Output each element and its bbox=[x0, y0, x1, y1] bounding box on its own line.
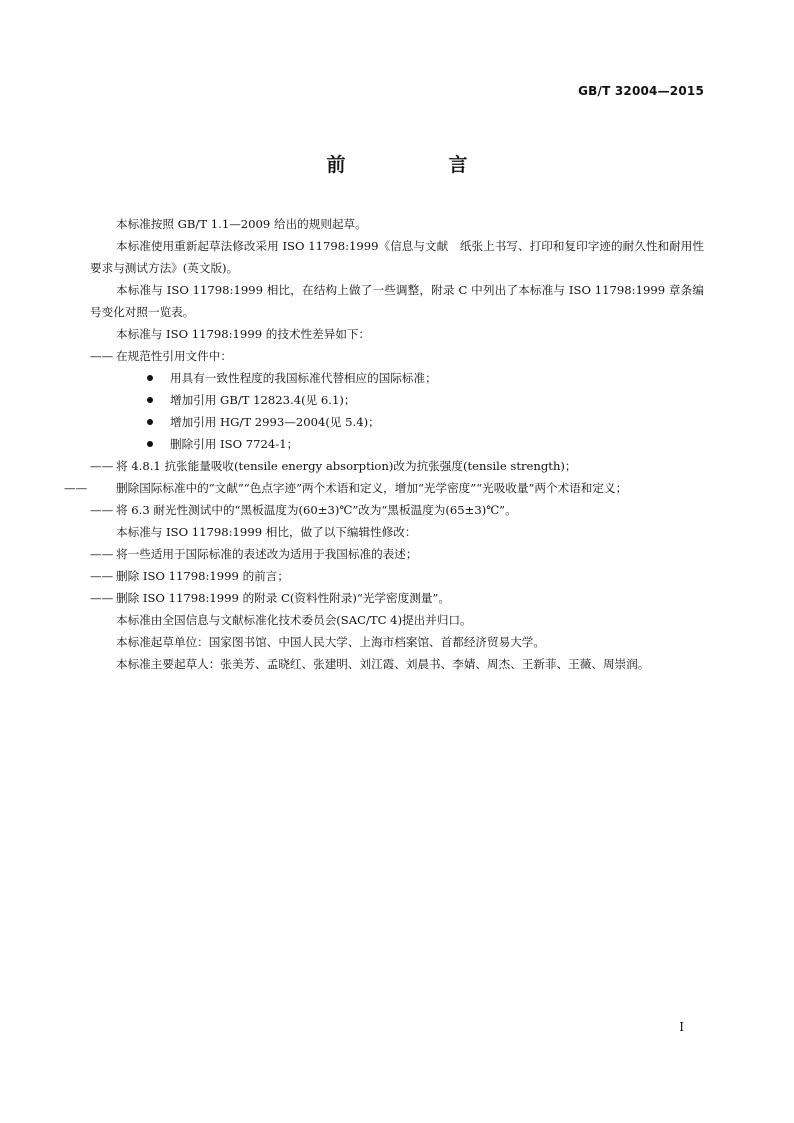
dash-mark: —— bbox=[90, 503, 114, 517]
bullet-item: 增加引用 GB/T 12823.4(见 6.1)； bbox=[90, 389, 704, 411]
dash-item-annex-c: —— 删除 ISO 11798:1999 的附录 C(资料性附录)“光学密度测量”。 bbox=[90, 587, 704, 609]
bullet-item: 用具有一致性程度的我国标准代替相应的国际标准； bbox=[90, 367, 704, 389]
dash-item-foreword: —— 删除 ISO 11798:1999 的前言； bbox=[90, 565, 704, 587]
bullet-item: 增加引用 HG/T 2993—2004(见 5.4)； bbox=[90, 411, 704, 433]
dash-item-tensile: —— 将 4.8.1 抗张能量吸收(tensile energy absorption)改为抗张强度(tensile strength)； bbox=[90, 455, 704, 477]
paragraph-adoption: 本标准使用重新起草法修改采用 ISO 11798:1999《信息与文献 纸张上书写、打印和复印字迹的耐久性和耐用性 要求与测试方法》(英文版)。 bbox=[90, 239, 716, 275]
page-title: 前 言 bbox=[326, 154, 510, 176]
paragraph-committee: 本标准由全国信息与文献标准化技术委员会(SAC/TC 4)提出并归口。 bbox=[116, 613, 472, 627]
dash-mark: —— bbox=[90, 349, 114, 363]
dash-mark: —— bbox=[90, 547, 114, 561]
paragraph-structure: 本标准与 ISO 11798:1999 相比，在结构上做了一些调整，附录 C 中列出了本标准与 ISO 11798:1999 章条编号变化对照一览表。 bbox=[90, 283, 704, 319]
dash-mark: —— bbox=[90, 591, 114, 605]
dash-item-terms: —— 删除国际标准中的“文献”“色点字迹”两个术语和定义，增加“光学密度”“光吸收量”两个术语和定义； bbox=[90, 477, 704, 499]
document-body bbox=[64, 213, 716, 675]
bullet-item: 删除引用 ISO 7724-1； bbox=[90, 433, 704, 455]
paragraph-drafting-units: 本标准起草单位：国家图书馆、中国人民大学、上海市档案馆、首都经济贸易大学。 bbox=[116, 635, 545, 649]
paragraph-drafting-rules: 本标准按照 GB/T 1.1—2009 给出的规则起草。 bbox=[116, 217, 367, 231]
dash-mark: —— bbox=[90, 569, 114, 583]
dash-mark: —— bbox=[90, 459, 114, 473]
standard-code: GB/T 32004—2015 bbox=[578, 84, 704, 98]
paragraph-tech-diff-intro: 本标准与 ISO 11798:1999 的技术性差异如下： bbox=[116, 327, 371, 341]
dash-item-normative-refs: —— 在规范性引用文件中： bbox=[90, 345, 704, 367]
paragraph-editorial-intro: 本标准与 ISO 11798:1999 相比，做了以下编辑性修改： bbox=[116, 525, 417, 539]
page-number: I bbox=[679, 1020, 684, 1034]
dash-item-expressions: —— 将一些适用于国际标准的表述改为适用于我国标准的表述； bbox=[90, 543, 704, 565]
paragraph-drafters: 本标准主要起草人：张美芳、孟晓红、张建明、刘江霞、刘晨书、李婧、周杰、王新菲、王薇、周崇润。 bbox=[116, 657, 650, 671]
dash-item-temperature: —— 将 6.3 耐光性测试中的“黑板温度为(60±3)℃”改为“黑板温度为(65±3)℃”。 bbox=[90, 499, 704, 521]
dash-mark: —— bbox=[64, 481, 88, 495]
